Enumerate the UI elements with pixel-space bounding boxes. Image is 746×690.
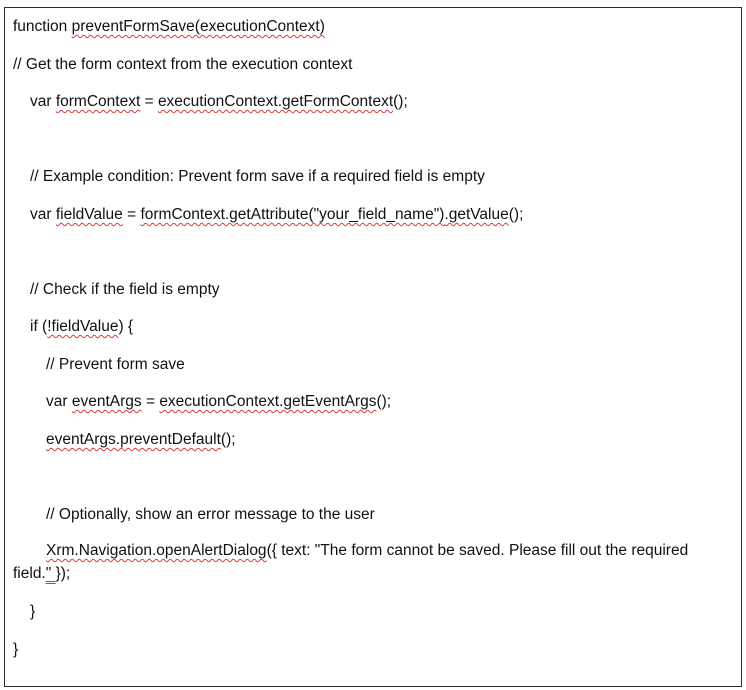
- function-name: preventFormSave(executionContext): [71, 18, 325, 35]
- block-open: ) {: [118, 318, 134, 335]
- keyword-if: if (: [30, 318, 48, 335]
- code-line-prevent-default: [46, 430, 236, 450]
- code-line-comment-prevent-save: // Prevent form save: [46, 356, 185, 373]
- call-get-event-args: executionContext.getEventArgs: [159, 393, 377, 410]
- code-line-comment-check-empty: // Check if the field is empty: [30, 281, 220, 298]
- operator-assign: =: [122, 206, 141, 223]
- call-prevent-default: eventArgs.preventDefault: [46, 431, 221, 448]
- code-line-comment-get-form-context: // Get the form context from the execution context: [13, 56, 353, 73]
- variable-form-context: formContext: [55, 93, 141, 110]
- call-suffix: ();: [220, 431, 236, 448]
- call-get-value: .getValue: [444, 206, 509, 223]
- code-line-comment-example-condition: // Example condition: Prevent form save if a required field is empty: [30, 168, 485, 185]
- document-page: [4, 7, 742, 687]
- keyword-function: function: [13, 18, 72, 35]
- code-line-event-args: [46, 392, 391, 412]
- call-suffix: ();: [508, 206, 524, 223]
- call-suffix: });: [55, 565, 71, 582]
- code-line-close-if: }: [30, 603, 36, 620]
- alert-dialog-args: ({ text: "The form cannot be saved. Please fill out the required field.: [13, 542, 689, 582]
- operator-assign: =: [141, 393, 160, 410]
- call-open-alert-dialog: Xrm.Navigation.openAlertDialog: [46, 542, 267, 559]
- call-get-form-context: executionContext.getFormContext: [157, 93, 394, 110]
- variable-field-value: fieldValue: [55, 206, 123, 223]
- code-line-form-context: [30, 92, 408, 112]
- condition-not-field-value: !fieldValue: [47, 318, 119, 335]
- code-line-field-value: [30, 205, 523, 225]
- keyword-var: var: [30, 93, 56, 110]
- operator-assign: =: [140, 93, 158, 110]
- code-line-if-statement: [30, 317, 133, 337]
- code-line-open-alert-dialog: [13, 539, 693, 585]
- closing-quote: ": [45, 565, 56, 582]
- code-line-close-function: }: [13, 641, 19, 658]
- call-suffix: ();: [376, 393, 392, 410]
- variable-event-args: eventArgs: [71, 393, 142, 410]
- call-get-attribute: formContext.getAttribute("your_field_name"): [140, 206, 445, 223]
- keyword-var: var: [30, 206, 56, 223]
- call-suffix: ();: [393, 93, 408, 110]
- code-line-function-declaration: [13, 17, 325, 37]
- keyword-var: var: [46, 393, 72, 410]
- code-line-comment-optionally: // Optionally, show an error message to the user: [46, 506, 375, 523]
